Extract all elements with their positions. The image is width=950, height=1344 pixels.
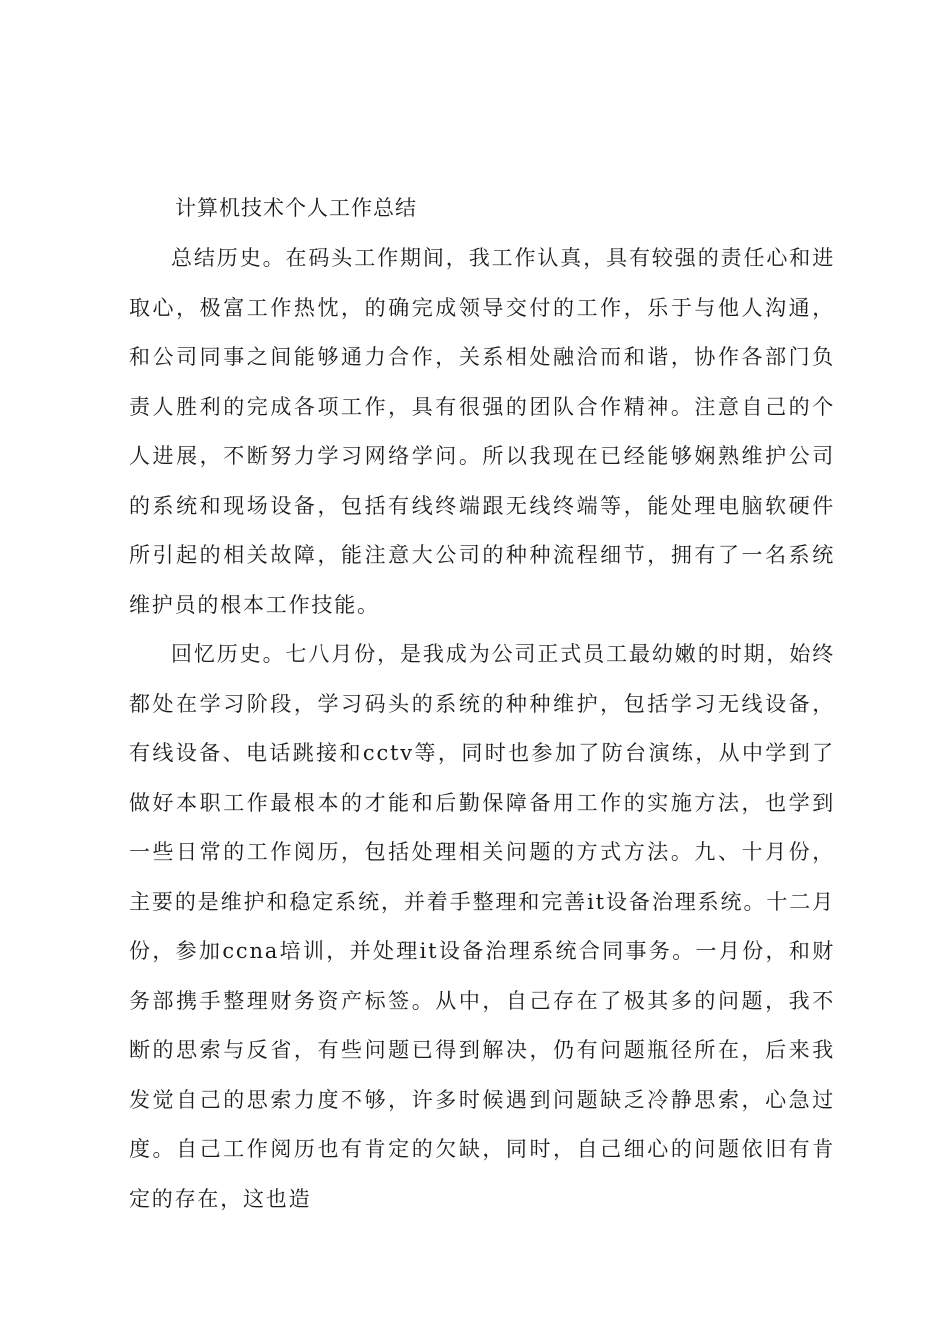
document-title: 计算机技术个人工作总结: [175, 196, 417, 220]
paragraph-summary-history: 总结历史。在码头工作期间，我工作认真，具有较强的责任心和进取心，极富工作热忱，的确完成领导交付的工作，乐于与他人沟通，和公司同事之间能够通力合作，关系相处融洽而和谐，协作各部门负责人胜利的完成各项工作，具有很强的团队合作精神。注意自己的个人进展，不断努力学习网络学问。所以我现在已经能够娴熟维护公司的系统和现场设备，包括有线终端跟无线终端等，能处理电脑软硬件所引起的相关故障，能注意大公司的种种流程细节，拥有了一名系统维护员的根本工作技能。: [129, 246, 835, 617]
paragraph-review-history: 回忆历史。七八月份，是我成为公司正式员工最幼嫩的时期，始终都处在学习阶段，学习码头的系统的种种维护，包括学习无线设备，有线设备、电话跳接和cctv等，同时也参加了防台演练，从中学到了做好本职工作最根本的才能和后勤保障备用工作的实施方法，也学到一些日常的工作阅历，包括处理相关问题的方式方法。九、十月份，主要的是维护和稳定系统，并着手整理和完善it设备治理系统。十二月份，参加ccna培训，并处理it设备治理系统合同事务。一月份，和财务部携手整理财务资产标签。从中，自己存在了极其多的问题，我不断的思索与反省，有些问题已得到解决，仍有问题瓶径所在，后来我发觉自己的思索力度不够，许多时候遇到问题缺乏冷静思索，心急过度。自己工作阅历也有肯定的欠缺，同时，自己细心的问题依旧有肯定的存在，这也造: [129, 642, 835, 1211]
